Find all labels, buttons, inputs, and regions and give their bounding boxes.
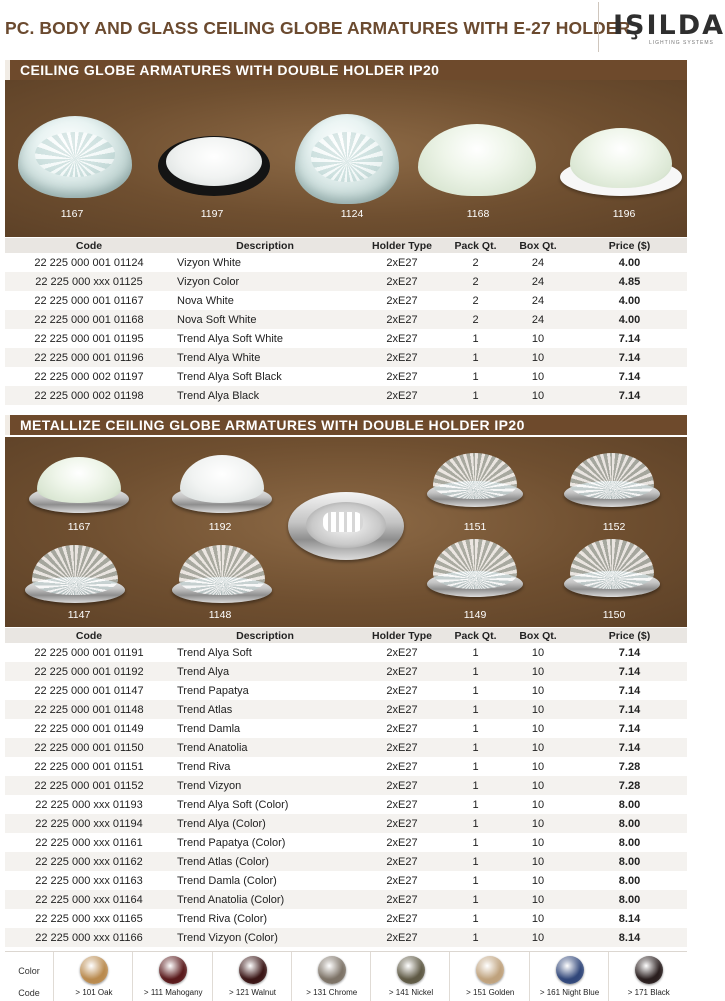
product-photo-panel-2 — [5, 437, 687, 627]
color-code-label: > 151 Golden — [466, 988, 515, 997]
table-row — [5, 795, 687, 814]
description-cell: Trend Damla (Color) — [173, 871, 357, 890]
pack-qty-cell: 1 — [447, 757, 504, 776]
price-cell: 4.00 — [572, 253, 687, 272]
price-cell: 7.14 — [572, 662, 687, 681]
description-cell: Trend Vizyon (Color) — [173, 928, 357, 947]
color-swatch-item — [212, 952, 292, 1001]
table-row — [5, 386, 687, 405]
table-body — [5, 643, 687, 947]
holder-type-cell: 2xE27 — [357, 814, 447, 833]
description-cell: Trend Alya (Color) — [173, 814, 357, 833]
color-swatch-item — [449, 952, 529, 1001]
color-swatch-item — [132, 952, 212, 1001]
price-cell: 7.28 — [572, 776, 687, 795]
color-code-label: > 131 Chrome — [306, 988, 358, 997]
holder-type-cell: 2xE27 — [357, 291, 447, 310]
code-cell: 22 225 000 001 01192 — [5, 662, 173, 681]
pack-qty-cell: 1 — [447, 643, 504, 662]
description-cell: Trend Anatolia (Color) — [173, 890, 357, 909]
description-cell: Trend Alya Soft Black — [173, 367, 357, 386]
pack-qty-cell: 1 — [447, 852, 504, 871]
lamp-shade-1167-chrome — [37, 457, 121, 503]
code-cell: 22 225 000 xxx 01193 — [5, 795, 173, 814]
lamp-shade-1148 — [179, 545, 265, 595]
holder-type-cell: 2xE27 — [357, 928, 447, 947]
holder-type-cell: 2xE27 — [357, 795, 447, 814]
price-cell: 8.14 — [572, 928, 687, 947]
table-row — [5, 776, 687, 795]
holder-type-cell: 2xE27 — [357, 329, 447, 348]
price-cell: 8.00 — [572, 833, 687, 852]
table-row — [5, 367, 687, 386]
lamp-shade-1147 — [32, 545, 118, 595]
price-cell: 8.14 — [572, 909, 687, 928]
table-row — [5, 890, 687, 909]
color-code-label: > 171 Black — [627, 988, 670, 997]
holder-type-cell: 2xE27 — [357, 738, 447, 757]
box-qty-cell: 10 — [504, 367, 572, 386]
box-qty-cell: 10 — [504, 329, 572, 348]
pack-qty-cell: 1 — [447, 814, 504, 833]
holder-type-cell: 2xE27 — [357, 367, 447, 386]
description-cell: Trend Alya — [173, 662, 357, 681]
color-swatch-item — [608, 952, 688, 1001]
box-qty-cell: 10 — [504, 852, 572, 871]
code-cell: 22 225 000 001 01191 — [5, 643, 173, 662]
section-title-text: METALLIZE CEILING GLOBE ARMATURES WITH DOUBLE HOLDER IP20 — [20, 417, 525, 433]
column-header-code: Code — [5, 628, 173, 643]
box-qty-cell: 10 — [504, 643, 572, 662]
box-qty-cell: 10 — [504, 871, 572, 890]
description-cell: Vizyon White — [173, 253, 357, 272]
pack-qty-cell: 1 — [447, 719, 504, 738]
price-cell: 8.00 — [572, 871, 687, 890]
column-header-pack-qty: Pack Qt. — [447, 628, 504, 643]
code-cell: 22 225 000 xxx 01163 — [5, 871, 173, 890]
color-code-label: > 141 Nickel — [388, 988, 434, 997]
holder-type-cell: 2xE27 — [357, 890, 447, 909]
lamp-photo-1167 — [18, 116, 132, 198]
page-title: PC. BODY AND GLASS CEILING GLOBE ARMATURES WITH E-27 HOLDER — [5, 18, 631, 38]
color-code-label: > 111 Mahogany — [143, 988, 203, 997]
table-row — [5, 719, 687, 738]
box-qty-cell: 10 — [504, 833, 572, 852]
section-title-ceiling-globe — [5, 60, 687, 80]
column-header-pack-qty: Pack Qt. — [447, 238, 504, 253]
description-cell: Vizyon Color — [173, 272, 357, 291]
lamp-photo-1168 — [418, 124, 536, 196]
pack-qty-cell: 1 — [447, 871, 504, 890]
table-body — [5, 253, 687, 405]
pack-qty-cell: 1 — [447, 662, 504, 681]
holder-type-cell: 2xE27 — [357, 662, 447, 681]
price-cell: 8.00 — [572, 890, 687, 909]
code-cell: 22 225 000 001 01167 — [5, 291, 173, 310]
table-header-row — [5, 628, 687, 643]
price-cell: 7.28 — [572, 757, 687, 776]
box-qty-cell: 24 — [504, 272, 572, 291]
price-cell: 7.14 — [572, 386, 687, 405]
lamp-label-1124: 1124 — [340, 208, 364, 220]
lamp-label-1167-chrome: 1167 — [67, 521, 91, 533]
table-row — [5, 757, 687, 776]
color-swatch — [476, 956, 504, 984]
price-cell: 4.00 — [572, 291, 687, 310]
color-swatch — [397, 956, 425, 984]
lamp-label-1192: 1192 — [208, 521, 232, 533]
holder-type-cell: 2xE27 — [357, 909, 447, 928]
table-row — [5, 700, 687, 719]
code-cell: 22 225 000 002 01197 — [5, 367, 173, 386]
lamp-label-1147: 1147 — [67, 609, 91, 621]
description-cell: Trend Atlas — [173, 700, 357, 719]
holder-type-cell: 2xE27 — [357, 253, 447, 272]
description-cell: Trend Papatya (Color) — [173, 833, 357, 852]
box-qty-cell: 10 — [504, 757, 572, 776]
code-cell: 22 225 000 002 01198 — [5, 386, 173, 405]
description-cell: Trend Anatolia — [173, 738, 357, 757]
pack-qty-cell: 1 — [447, 776, 504, 795]
holder-type-cell: 2xE27 — [357, 643, 447, 662]
pack-qty-cell: 2 — [447, 253, 504, 272]
page-header — [0, 0, 725, 57]
color-code-label: > 101 Oak — [75, 988, 113, 997]
color-swatch-item — [53, 952, 133, 1001]
code-cell: 22 225 000 001 01152 — [5, 776, 173, 795]
price-cell: 4.85 — [572, 272, 687, 291]
column-header-description: Description — [173, 628, 357, 643]
box-qty-cell: 10 — [504, 700, 572, 719]
holder-type-cell: 2xE27 — [357, 348, 447, 367]
holder-type-cell: 2xE27 — [357, 681, 447, 700]
table-row — [5, 348, 687, 367]
box-qty-cell: 10 — [504, 795, 572, 814]
color-legend — [5, 951, 687, 1000]
price-table-metallize — [5, 628, 687, 947]
box-qty-cell: 24 — [504, 253, 572, 272]
box-qty-cell: 10 — [504, 719, 572, 738]
price-cell: 8.00 — [572, 814, 687, 833]
table-row — [5, 814, 687, 833]
brand-logo — [598, 2, 725, 52]
holder-type-cell: 2xE27 — [357, 700, 447, 719]
table-row — [5, 291, 687, 310]
pack-qty-cell: 1 — [447, 795, 504, 814]
code-cell: 22 225 000 001 01148 — [5, 700, 173, 719]
color-swatch — [159, 956, 187, 984]
column-header-description: Description — [173, 238, 357, 253]
code-cell: 22 225 000 xxx 01161 — [5, 833, 173, 852]
holder-type-cell: 2xE27 — [357, 757, 447, 776]
description-cell: Trend Damla — [173, 719, 357, 738]
box-qty-cell: 10 — [504, 738, 572, 757]
table-row — [5, 909, 687, 928]
description-cell: Trend Papatya — [173, 681, 357, 700]
column-header-price: Price ($) — [572, 628, 687, 643]
box-qty-cell: 10 — [504, 662, 572, 681]
description-cell: Trend Vizyon — [173, 776, 357, 795]
box-qty-cell: 10 — [504, 890, 572, 909]
table-header-row — [5, 238, 687, 253]
lamp-shade-1152 — [570, 453, 654, 499]
pack-qty-cell: 1 — [447, 738, 504, 757]
table-row — [5, 871, 687, 890]
color-swatch-item — [529, 952, 609, 1001]
holder-type-cell: 2xE27 — [357, 386, 447, 405]
lamp-photo-1124 — [295, 114, 399, 204]
color-swatch-item — [370, 952, 450, 1001]
lamp-shade-1150 — [570, 539, 654, 589]
lamp-label-1167: 1167 — [60, 208, 84, 220]
pack-qty-cell: 1 — [447, 833, 504, 852]
code-cell: 22 225 000 xxx 01165 — [5, 909, 173, 928]
box-qty-cell: 10 — [504, 681, 572, 700]
code-cell: 22 225 000 xxx 01162 — [5, 852, 173, 871]
pack-qty-cell: 1 — [447, 386, 504, 405]
description-cell: Trend Riva — [173, 757, 357, 776]
pack-qty-cell: 1 — [447, 367, 504, 386]
holder-type-cell: 2xE27 — [357, 776, 447, 795]
table-row — [5, 833, 687, 852]
pack-qty-cell: 1 — [447, 909, 504, 928]
description-cell: Trend Atlas (Color) — [173, 852, 357, 871]
table-row — [5, 662, 687, 681]
holder-type-cell: 2xE27 — [357, 833, 447, 852]
box-qty-cell: 10 — [504, 776, 572, 795]
price-table-ceiling-globe — [5, 238, 687, 405]
holder-type-cell: 2xE27 — [357, 272, 447, 291]
box-qty-cell: 10 — [504, 909, 572, 928]
code-cell: 22 225 000 001 01124 — [5, 253, 173, 272]
pack-qty-cell: 1 — [447, 681, 504, 700]
lamp-plate-1197 — [166, 137, 262, 186]
column-header-holder-type: Holder Type — [357, 628, 447, 643]
price-cell: 7.14 — [572, 700, 687, 719]
table-row — [5, 852, 687, 871]
table-row — [5, 329, 687, 348]
price-cell: 7.14 — [572, 348, 687, 367]
section-title-metallize — [5, 415, 687, 435]
table-row — [5, 738, 687, 757]
lamp-label-1196: 1196 — [612, 208, 636, 220]
product-photo-panel-1 — [5, 80, 687, 237]
code-row-label: Code — [18, 988, 40, 998]
lamp-label-1150: 1150 — [602, 609, 626, 621]
color-swatch — [239, 956, 267, 984]
color-row-label: Color — [18, 966, 40, 976]
price-cell: 7.14 — [572, 329, 687, 348]
color-code-label: > 121 Walnut — [228, 988, 277, 997]
holder-type-cell: 2xE27 — [357, 310, 447, 329]
description-cell: Trend Riva (Color) — [173, 909, 357, 928]
box-qty-cell: 10 — [504, 814, 572, 833]
description-cell: Trend Alya Soft — [173, 643, 357, 662]
column-header-box-qty: Box Qt. — [504, 238, 572, 253]
price-cell: 7.14 — [572, 643, 687, 662]
lamp-label-1148: 1148 — [208, 609, 232, 621]
code-cell: 22 225 000 001 01195 — [5, 329, 173, 348]
pack-qty-cell: 1 — [447, 928, 504, 947]
price-cell: 7.14 — [572, 367, 687, 386]
code-cell: 22 225 000 001 01151 — [5, 757, 173, 776]
table-row — [5, 253, 687, 272]
pack-qty-cell: 1 — [447, 890, 504, 909]
color-swatch — [635, 956, 663, 984]
code-cell: 22 225 000 001 01149 — [5, 719, 173, 738]
pack-qty-cell: 2 — [447, 310, 504, 329]
holder-type-cell: 2xE27 — [357, 871, 447, 890]
box-qty-cell: 24 — [504, 291, 572, 310]
color-swatch — [80, 956, 108, 984]
box-qty-cell: 10 — [504, 386, 572, 405]
lamp-label-1168: 1168 — [466, 208, 490, 220]
price-cell: 4.00 — [572, 310, 687, 329]
table-row — [5, 928, 687, 947]
column-header-price: Price ($) — [572, 238, 687, 253]
column-header-box-qty: Box Qt. — [504, 628, 572, 643]
holder-type-cell: 2xE27 — [357, 852, 447, 871]
pack-qty-cell: 2 — [447, 272, 504, 291]
code-cell: 22 225 000 001 01150 — [5, 738, 173, 757]
logo-tagline: LIGHTING SYSTEMS — [649, 40, 714, 46]
price-cell: 7.14 — [572, 738, 687, 757]
table-row — [5, 310, 687, 329]
pack-qty-cell: 1 — [447, 700, 504, 719]
table-row — [5, 681, 687, 700]
box-qty-cell: 10 — [504, 348, 572, 367]
description-cell: Trend Alya White — [173, 348, 357, 367]
pack-qty-cell: 2 — [447, 291, 504, 310]
description-cell: Nova Soft White — [173, 310, 357, 329]
holder-type-cell: 2xE27 — [357, 719, 447, 738]
lamp-shade-1196 — [570, 128, 672, 188]
pack-qty-cell: 1 — [447, 348, 504, 367]
color-code-label: > 161 Night Blue — [539, 988, 600, 997]
pack-qty-cell: 1 — [447, 329, 504, 348]
lamp-label-1152: 1152 — [602, 521, 626, 533]
box-qty-cell: 10 — [504, 928, 572, 947]
code-cell: 22 225 000 001 01196 — [5, 348, 173, 367]
lamp-label-1151: 1151 — [463, 521, 487, 533]
description-cell: Nova White — [173, 291, 357, 310]
lamp-label-1149: 1149 — [463, 609, 487, 621]
color-swatch-item — [291, 952, 371, 1001]
description-cell: Trend Alya Black — [173, 386, 357, 405]
table-row — [5, 272, 687, 291]
bulb-icon — [323, 512, 363, 532]
code-cell: 22 225 000 xxx 01194 — [5, 814, 173, 833]
code-cell: 22 225 000 xxx 01164 — [5, 890, 173, 909]
price-cell: 8.00 — [572, 852, 687, 871]
color-swatch — [318, 956, 346, 984]
code-cell: 22 225 000 xxx 01125 — [5, 272, 173, 291]
section-title-text: CEILING GLOBE ARMATURES WITH DOUBLE HOLDER IP20 — [20, 62, 440, 78]
description-cell: Trend Alya Soft White — [173, 329, 357, 348]
column-header-code: Code — [5, 238, 173, 253]
code-cell: 22 225 000 001 01168 — [5, 310, 173, 329]
logo-wordmark: IŞILDA — [613, 10, 725, 41]
lamp-shade-1149 — [433, 539, 517, 589]
price-cell: 7.14 — [572, 719, 687, 738]
lamp-label-1197: 1197 — [200, 208, 224, 220]
lamp-shade-1151 — [433, 453, 517, 499]
table-row — [5, 643, 687, 662]
box-qty-cell: 24 — [504, 310, 572, 329]
description-cell: Trend Alya Soft (Color) — [173, 795, 357, 814]
color-swatch — [556, 956, 584, 984]
price-cell: 8.00 — [572, 795, 687, 814]
price-cell: 7.14 — [572, 681, 687, 700]
code-cell: 22 225 000 xxx 01166 — [5, 928, 173, 947]
column-header-holder-type: Holder Type — [357, 238, 447, 253]
lamp-shade-1192 — [180, 455, 264, 503]
code-cell: 22 225 000 001 01147 — [5, 681, 173, 700]
